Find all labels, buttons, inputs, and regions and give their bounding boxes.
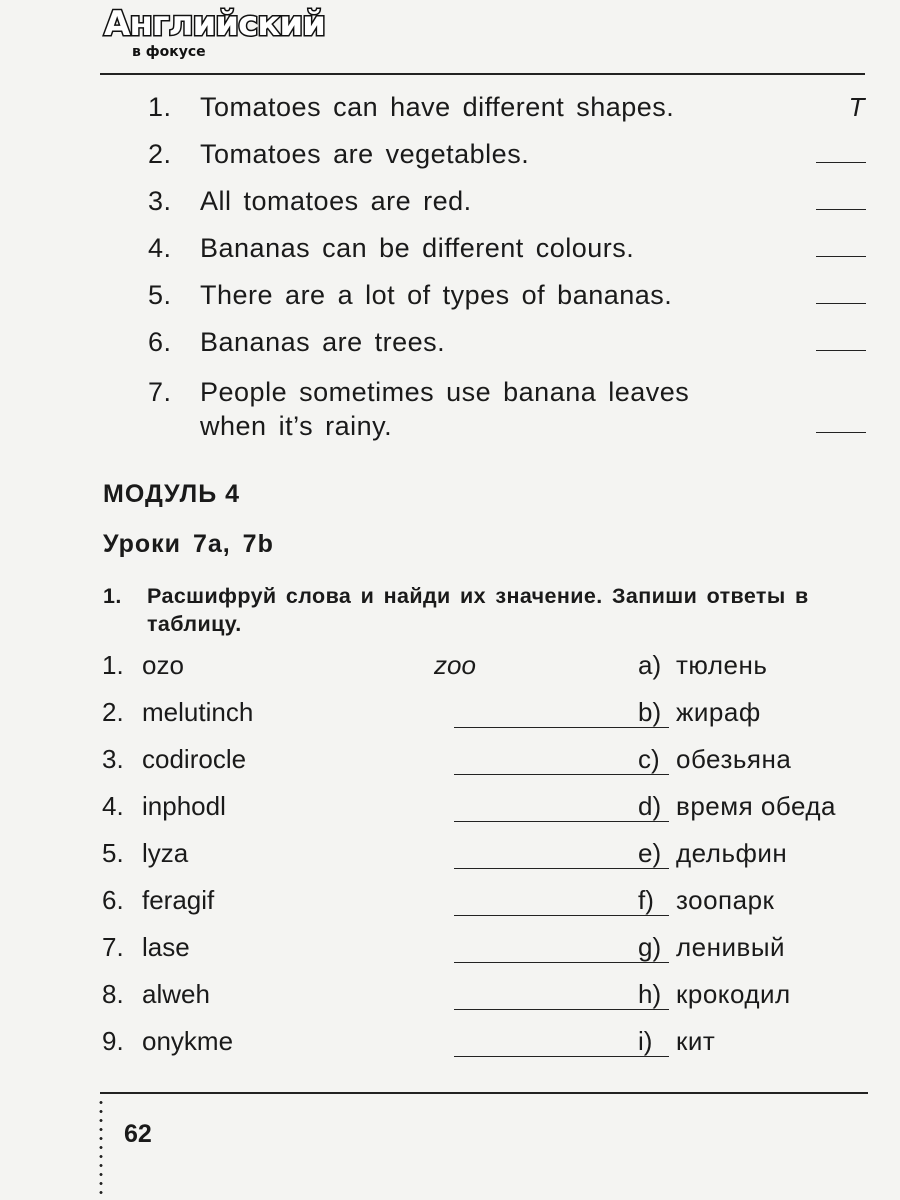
statement-text: Bananas are trees. [200, 327, 446, 357]
meaning-letter: g) [638, 932, 662, 962]
word-number: 1. [102, 650, 124, 680]
lesson-title: Уроки 7а, 7b [103, 530, 274, 558]
meaning-text: обезьяна [676, 744, 792, 774]
scrambled-word: ozo [142, 650, 184, 680]
meaning-text: жираф [676, 697, 761, 727]
answer-blank[interactable] [454, 1056, 669, 1057]
statement-number: 7. [148, 377, 172, 407]
word-row [102, 650, 882, 690]
statement-text: People sometimes use banana leaves [200, 377, 690, 407]
statement-item [148, 92, 868, 123]
meaning-letter: c) [638, 744, 660, 774]
meaning-letter: d) [638, 791, 662, 821]
book-logo [104, 4, 325, 64]
scrambled-word: inphodl [142, 791, 226, 821]
statement-text: Bananas can be different colours. [200, 233, 635, 263]
word-row [102, 932, 882, 972]
word-number: 5. [102, 838, 124, 868]
statement-number: 5. [148, 280, 172, 310]
page-number: 62 [124, 1120, 152, 1148]
answer-blank[interactable] [816, 432, 866, 433]
answer-blank[interactable] [454, 821, 669, 822]
scrambled-word: lase [142, 932, 190, 962]
statement-item [148, 375, 868, 443]
scrambled-word: onykme [142, 1026, 234, 1056]
word-number: 6. [102, 885, 124, 915]
footer-rule [100, 1092, 868, 1094]
word-answer: zoo [434, 650, 476, 680]
answer-blank[interactable] [454, 915, 669, 916]
meaning-text: зоопарк [676, 885, 775, 915]
word-number: 2. [102, 697, 124, 727]
word-row [102, 838, 882, 878]
answer-blank[interactable] [816, 303, 866, 304]
answer-blank[interactable] [454, 774, 669, 775]
meaning-letter: i) [638, 1026, 653, 1056]
scrambled-word: melutinch [142, 697, 254, 727]
word-number: 8. [102, 979, 124, 1009]
scrambled-word: feragif [142, 885, 215, 915]
word-row [102, 885, 882, 925]
logo-subtitle: в фокусе [132, 44, 206, 60]
statement-text: Tomatoes can have different shapes. [200, 92, 675, 122]
meaning-text: ленивый [676, 932, 786, 962]
statement-number: 3. [148, 186, 172, 216]
meaning-text: кит [676, 1026, 716, 1056]
statement-text: All tomatoes are red. [200, 186, 472, 216]
module-title: МОДУЛЬ 4 [103, 480, 241, 508]
meaning-letter: h) [638, 979, 662, 1009]
word-row [102, 791, 882, 831]
statement-number: 2. [148, 139, 172, 169]
statement-number: 1. [148, 92, 172, 122]
answer-blank[interactable] [816, 162, 866, 163]
statement-text: There are a lot of types of bananas. [200, 280, 673, 310]
meaning-text: крокодил [676, 979, 791, 1009]
scrambled-word: lyza [142, 838, 189, 868]
answer-blank[interactable] [454, 868, 669, 869]
word-number: 3. [102, 744, 124, 774]
meaning-text: тюлень [676, 650, 768, 680]
meaning-letter: a) [638, 650, 662, 680]
answer-blank[interactable] [816, 209, 866, 210]
answer-blank[interactable] [454, 962, 669, 963]
statement-text: Tomatoes are vegetables. [200, 139, 530, 169]
word-row [102, 744, 882, 784]
meaning-letter: f) [638, 885, 654, 915]
meaning-letter: e) [638, 838, 662, 868]
scrambled-word: codirocle [142, 744, 247, 774]
meaning-text: время обеда [676, 791, 836, 821]
statement-item [148, 139, 868, 170]
word-number: 9. [102, 1026, 124, 1056]
logo-title: Английский [104, 4, 325, 44]
statement-item [148, 280, 868, 311]
word-number: 7. [102, 932, 124, 962]
statement-answer: T [848, 92, 865, 122]
header-rule [100, 73, 865, 75]
meaning-letter: b) [638, 697, 662, 727]
word-row [102, 1026, 882, 1066]
answer-blank[interactable] [454, 727, 669, 728]
answer-blank[interactable] [816, 256, 866, 257]
answer-blank[interactable] [454, 1009, 669, 1010]
word-row [102, 979, 882, 1019]
dotted-margin-line [99, 1098, 103, 1198]
task-instruction [103, 582, 873, 638]
statement-item [148, 327, 868, 358]
statement-number: 4. [148, 233, 172, 263]
task-number: 1. [103, 584, 122, 608]
statement-text-continued: when it’s rainy. [200, 411, 393, 441]
meaning-text: дельфин [676, 838, 788, 868]
statement-number: 6. [148, 327, 172, 357]
statement-item [148, 233, 868, 264]
word-number: 4. [102, 791, 124, 821]
answer-blank[interactable] [816, 350, 866, 351]
task-text: Расшифруй слова и найди их значение. Запиши ответы в таблицу. [147, 584, 809, 636]
word-row [102, 697, 882, 737]
statement-item [148, 186, 868, 217]
scrambled-word: alweh [142, 979, 210, 1009]
